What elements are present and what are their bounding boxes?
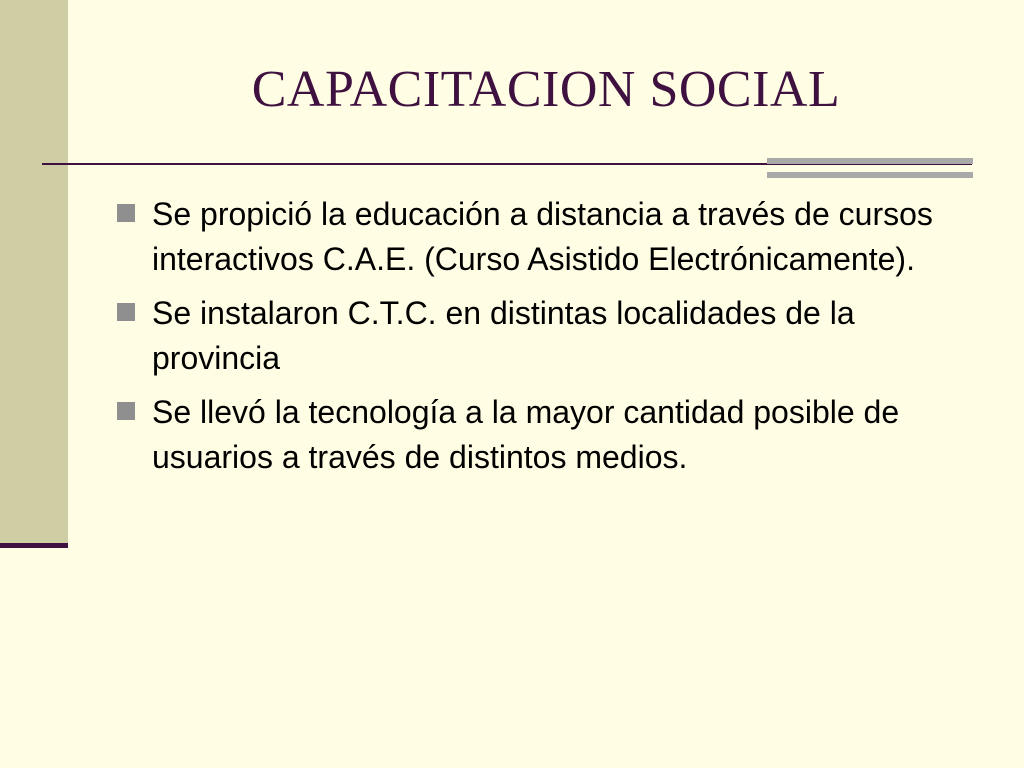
square-bullet-icon — [117, 402, 135, 420]
bullet-item — [114, 390, 974, 480]
accent-bar-bottom — [767, 172, 973, 178]
bullet-item — [114, 291, 974, 381]
left-strip-rule — [0, 543, 68, 548]
bullet-text: Se llevó la tecnología a la mayor cantidad posible de usuarios a través de distintos medios. — [152, 394, 900, 475]
accent-bar-top — [767, 158, 973, 164]
bullet-text: Se propició la educación a distancia a través de cursos interactivos C.A.E. (Curso Asistido Electrónicamente). — [152, 196, 933, 277]
bullet-item — [114, 192, 974, 282]
square-bullet-icon — [117, 303, 135, 321]
bullet-text: Se instalaron C.T.C. en distintas localidades de la provincia — [152, 295, 855, 376]
left-decorative-strip — [0, 0, 68, 548]
square-bullet-icon — [117, 204, 135, 222]
bullet-list — [114, 192, 974, 489]
slide-title: CAPACITACION SOCIAL — [251, 61, 841, 118]
